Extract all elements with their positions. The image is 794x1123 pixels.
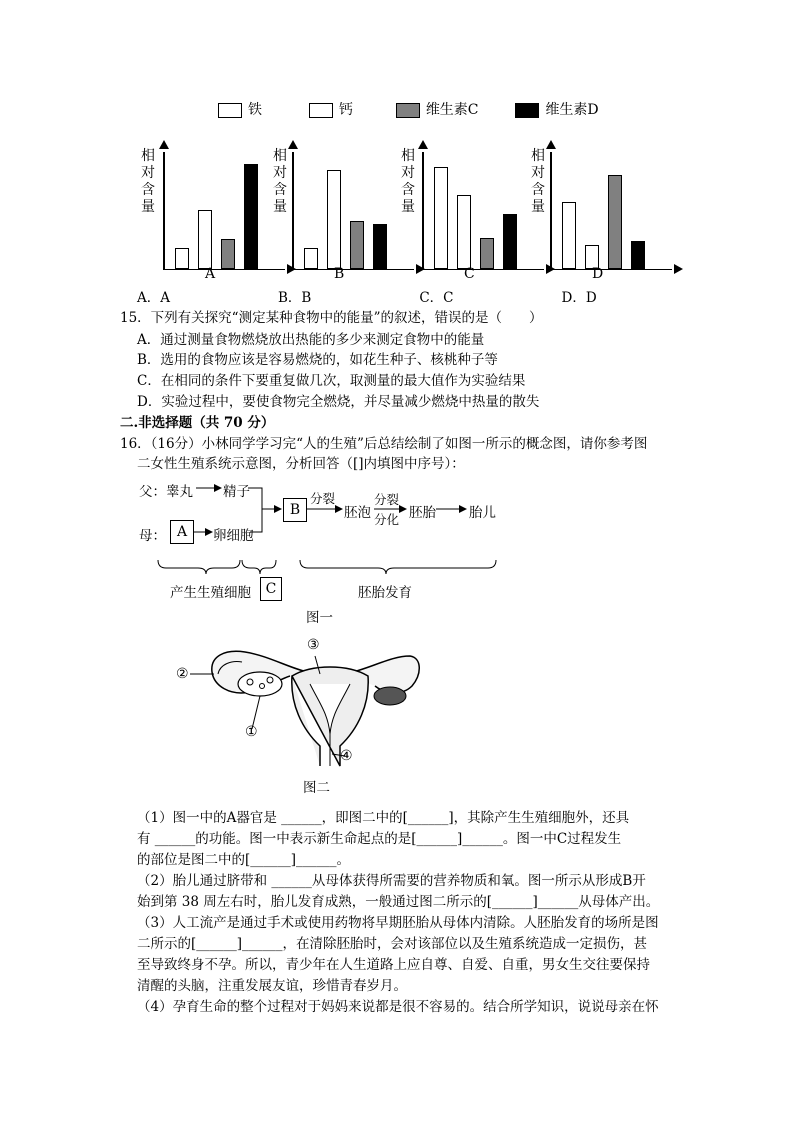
divide-label: 分裂 [310,491,336,506]
differentiate-label: 分化 [374,512,400,527]
chart-ylabel: 相 对 含 量 [401,148,415,215]
uterus-illustration [170,634,430,774]
legend-swatch [396,103,420,118]
y-axis [292,152,294,270]
chart-ylabel: 相 对 含 量 [531,148,545,215]
legend-swatch [218,103,242,118]
legend-item-vitamin-d [515,102,598,118]
chart-legend [218,99,599,119]
box-c: C [260,577,282,601]
y-axis-arrow [418,140,428,149]
blastocyst-label: 胚泡 [344,505,371,521]
label-2: ② [176,666,189,682]
q15-option-c: C．在相同的条件下要重复做几次，取测量的最大值作为实验结果 [137,373,526,389]
y-axis-arrow [159,140,169,149]
q15-option-b: B．选用的食物应该是容易燃烧的，如花生种子、核桃种子等 [137,352,498,368]
legend-swatch [515,103,539,118]
bar-chart-d [550,140,675,270]
label-4: ④ [340,748,353,764]
bar-维生素D [244,164,258,269]
egg-label: 卵细胞 [213,528,254,544]
bar-铁 [434,167,448,269]
legend-item-iron [218,102,262,118]
group-embryo-development: 胚胎发育 [358,585,412,601]
bar-维生素C [221,239,235,269]
mother-label: 母： [139,528,166,544]
q16-part2-line2: 始到第 38 周左右时，胎儿发育成熟，一般通过图二所示的[______]______从母体产出。 [137,894,660,910]
group-produce-gametes: 产生生殖细胞 [170,585,251,601]
label-1: ① [245,724,258,740]
bar-维生素C [608,175,622,269]
q16-part3-line1: （3）人工流产是通过手术或使用药物将早期胚胎从母体内清除。人胚胎发育的场所是图 [137,915,659,931]
bar-铁 [304,248,318,269]
q16-part3-line2: 二所示的[______]______，在清除胚胎时，会对该部位以及生殖系统造成一定损伤，甚 [137,936,648,952]
q16-part1-line2: 有 ______的功能。图一中表示新生命起点的是[______]______。图一中C过程发生 [137,831,622,847]
box-b: B [283,498,307,522]
legend-label: 钙 [338,102,353,118]
label-3: ③ [307,637,320,653]
bar-维生素D [373,224,387,269]
father-label: 父：睾丸 [139,484,193,500]
q16-part3-line3: 至导致终身不孕。所以，青少年在人生道路上应自尊、自爱、自重，男女生交往要保持 [137,957,650,973]
chart-title: A [205,266,216,282]
embryo-label: 胚胎 [409,505,436,521]
q16-part2-line1: （2）胎儿通过脐带和 ______从母体获得所需要的营养物质和氧。图一所示从形成B开 [137,873,646,889]
q15-option-d: D．实验过程中，要使食物完全燃烧，并尽量减少燃烧中热量的散失 [137,394,540,410]
legend-swatch [309,103,333,118]
figure1-caption: 图一 [306,610,333,626]
legend-item-vitamin-c [396,102,479,118]
q14-options: A．A B．B C．C D．D [137,290,597,306]
chart-ylabel: 相 对 含 量 [141,148,155,215]
y-axis [550,152,552,270]
legend-label: 维生素D [545,102,599,118]
divide-label-2: 分裂 [374,492,400,507]
y-axis-arrow [546,140,556,149]
q16-stem-line1: 16．（16分）小林同学学习完“人的生殖”后总结绘制了如图一所示的概念图，请你参考图 [120,436,648,452]
q16-stem-line2: 二女性生殖系统示意图，分析回答（[]内填图中序号）： [137,456,465,472]
bar-维生素C [480,238,494,269]
y-axis-arrow [288,140,298,149]
bar-铁 [562,202,576,269]
chart-title: D [592,266,604,282]
box-a: A [170,520,194,544]
figure2-caption: 图二 [303,780,330,796]
bar-钙 [457,195,471,269]
bar-chart-c [422,140,547,270]
fetus-label: 胎儿 [469,505,496,521]
bar-chart-b [292,140,417,270]
chart-title: C [464,266,475,282]
q15-stem: 15．下列有关探究“测定某种食物中的能量”的叙述，错误的是（ ） [120,310,543,326]
sperm-label: 精子 [223,484,250,500]
q16-part3-line4: 清醒的头脑，注重发展友谊，珍惜青春岁月。 [137,978,407,994]
y-axis [422,152,424,270]
q15-option-a: A．通过测量食物燃烧放出热能的多少来测定食物中的能量 [137,332,485,348]
bar-维生素D [503,214,517,269]
legend-label: 铁 [248,102,262,118]
legend-item-calcium [309,102,353,118]
concept-map-lines [150,478,510,578]
section-heading: 二.非选择题（共 70 分） [120,415,275,431]
bar-铁 [175,248,189,269]
bar-chart-a [163,140,288,270]
q16-part4-line1: （4）孕育生命的整个过程对于妈妈来说都是很不容易的。结合所学知识，说说母亲在怀 [137,999,659,1015]
bar-钙 [327,170,341,269]
x-axis-arrow [674,264,683,274]
q16-part1-line1: （1）图一中的A器官是 ______，即图二中的[______]，其除产生生殖细胞外，还具 [137,810,630,826]
bar-钙 [198,210,212,269]
q16-part1-line3: 的部位是图二中的[______]______。 [137,852,351,868]
bar-维生素D [631,241,645,269]
y-axis [163,152,165,270]
bar-维生素C [350,221,364,269]
legend-label: 维生素C [425,102,479,118]
chart-title: B [334,266,345,282]
chart-ylabel: 相 对 含 量 [273,148,287,215]
